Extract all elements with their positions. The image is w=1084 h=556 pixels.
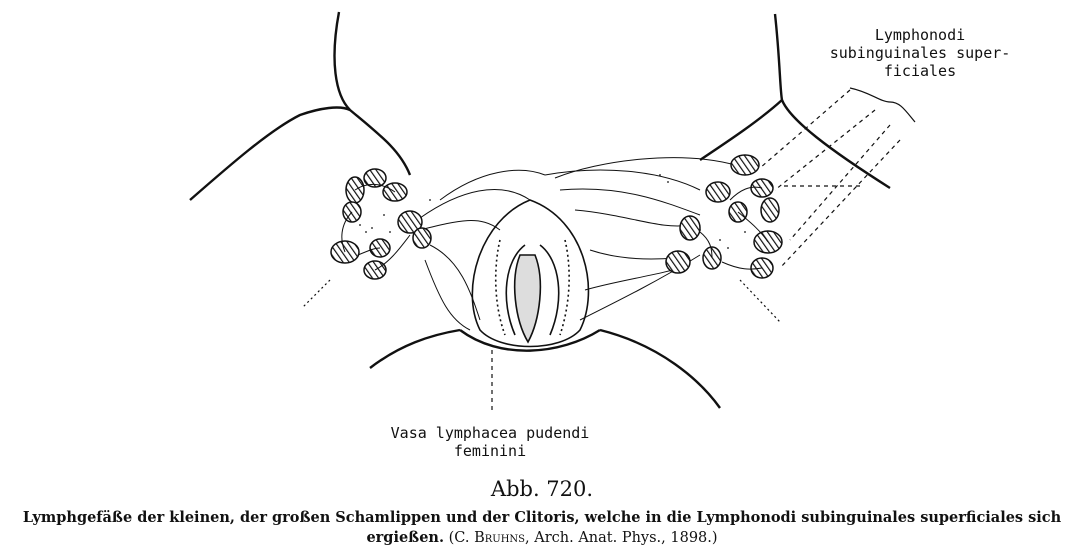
caption-line1: Lymphgefäße der kleinen, der großen Schamlippen und der Clitoris, welche in die Lymphonodi subinguinales superficiales sich — [22, 509, 1062, 526]
label-bracket — [850, 88, 915, 122]
label-vasa — [330, 424, 650, 460]
label-lymphonodi-line3: ficiales — [883, 62, 957, 80]
vulva-drawing — [472, 200, 588, 347]
body-outline — [190, 12, 890, 408]
caption-ref-author: Bruhns — [474, 530, 526, 546]
leader-lines — [302, 90, 900, 410]
lymph-nodes-right — [666, 155, 782, 278]
label-lymphonodi-line1: Lymphonodi — [874, 26, 966, 44]
figure-caption — [4, 508, 1080, 548]
caption-ref-suffix: , Arch. Anat. Phys., 1898.) — [525, 530, 718, 546]
label-vasa-line1: Vasa lymphacea pudendi — [390, 424, 590, 442]
figure-number: Abb. 720. — [490, 477, 594, 501]
caption-ref-prefix: (C. — [448, 530, 470, 546]
caption-line2: ergießen. — [366, 529, 445, 546]
label-vasa-line2: feminini — [453, 442, 527, 460]
label-lymphonodi-line2: subinguinales super- — [829, 44, 1011, 62]
label-lymphonodi — [800, 26, 1040, 80]
